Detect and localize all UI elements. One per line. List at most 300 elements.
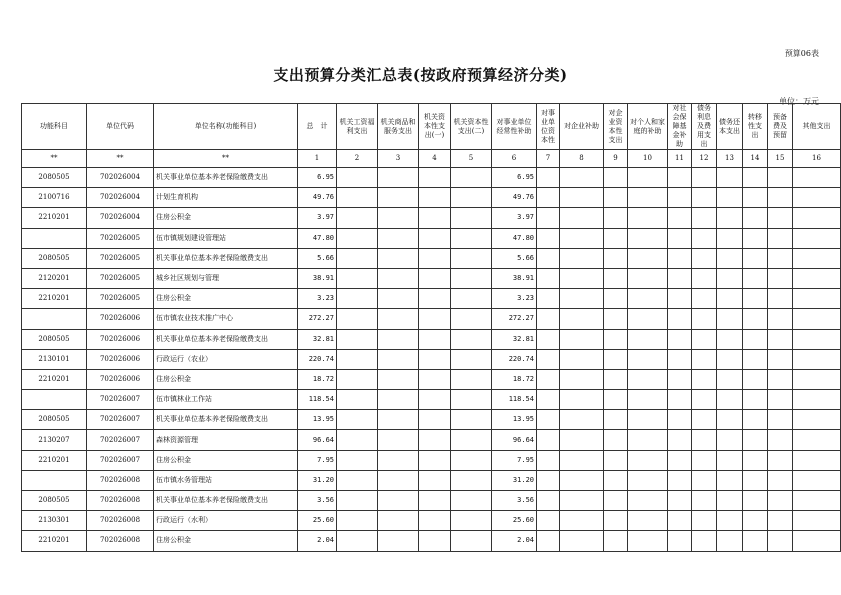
value-cell-12 — [692, 491, 717, 511]
column-header: 总 计 — [298, 104, 337, 150]
function-code-cell: 2210201 — [22, 289, 87, 309]
column-index: 6 — [492, 150, 537, 168]
value-cell-5 — [451, 450, 492, 470]
unit-name-cell: 机关事业单位基本养老保险缴费支出 — [154, 329, 298, 349]
value-cell-4 — [419, 268, 451, 288]
value-cell-13 — [717, 168, 743, 188]
value-cell-2 — [337, 410, 378, 430]
value-cell-5 — [451, 248, 492, 268]
value-cell-6: 272.27 — [492, 309, 537, 329]
value-cell-14 — [743, 491, 768, 511]
value-cell-2 — [337, 248, 378, 268]
total-cell: 96.64 — [298, 430, 337, 450]
value-cell-11 — [668, 369, 692, 389]
value-cell-5 — [451, 511, 492, 531]
value-cell-15 — [768, 491, 793, 511]
value-cell-14 — [743, 410, 768, 430]
value-cell-8 — [560, 349, 604, 369]
value-cell-9 — [604, 248, 628, 268]
value-cell-7 — [537, 369, 560, 389]
function-code-cell: 2130301 — [22, 511, 87, 531]
value-cell-6: 118.54 — [492, 390, 537, 410]
value-cell-13 — [717, 309, 743, 329]
value-cell-8 — [560, 228, 604, 248]
table-row — [22, 369, 841, 389]
unit-name-cell: 行政运行（农业） — [154, 349, 298, 369]
value-cell-10 — [628, 329, 668, 349]
value-cell-7 — [537, 410, 560, 430]
column-header: 转移性支出 — [743, 104, 768, 150]
unit-name-cell: 机关事业单位基本养老保险缴费支出 — [154, 168, 298, 188]
value-cell-16 — [793, 531, 841, 551]
value-cell-10 — [628, 208, 668, 228]
value-cell-2 — [337, 188, 378, 208]
value-cell-14 — [743, 228, 768, 248]
value-cell-13 — [717, 248, 743, 268]
unit-name-cell: 住房公积金 — [154, 531, 298, 551]
total-cell: 13.95 — [298, 410, 337, 430]
value-cell-15 — [768, 208, 793, 228]
function-code-cell: 2080505 — [22, 329, 87, 349]
value-cell-9 — [604, 268, 628, 288]
value-cell-6: 25.60 — [492, 511, 537, 531]
value-cell-15 — [768, 168, 793, 188]
value-cell-13 — [717, 188, 743, 208]
value-cell-14 — [743, 208, 768, 228]
value-cell-8 — [560, 450, 604, 470]
value-cell-7 — [537, 531, 560, 551]
value-cell-12 — [692, 390, 717, 410]
value-cell-14 — [743, 430, 768, 450]
value-cell-14 — [743, 289, 768, 309]
value-cell-15 — [768, 329, 793, 349]
value-cell-4 — [419, 309, 451, 329]
value-cell-6: 96.64 — [492, 430, 537, 450]
value-cell-9 — [604, 430, 628, 450]
value-cell-10 — [628, 450, 668, 470]
column-index: 14 — [743, 150, 768, 168]
value-cell-9 — [604, 309, 628, 329]
total-cell: 7.95 — [298, 450, 337, 470]
value-cell-12 — [692, 410, 717, 430]
value-cell-10 — [628, 188, 668, 208]
value-cell-11 — [668, 248, 692, 268]
value-cell-6: 13.95 — [492, 410, 537, 430]
value-cell-16 — [793, 289, 841, 309]
value-cell-6: 38.91 — [492, 268, 537, 288]
total-cell: 3.23 — [298, 289, 337, 309]
column-header: 对社会保障基金补助 — [668, 104, 692, 150]
unit-code-cell: 702026005 — [87, 248, 154, 268]
value-cell-12 — [692, 268, 717, 288]
column-index: 10 — [628, 150, 668, 168]
table-row — [22, 248, 841, 268]
value-cell-4 — [419, 410, 451, 430]
value-cell-9 — [604, 188, 628, 208]
value-cell-7 — [537, 228, 560, 248]
unit-name-cell: 伍市镇林业工作站 — [154, 390, 298, 410]
value-cell-9 — [604, 369, 628, 389]
value-cell-10 — [628, 531, 668, 551]
function-code-cell: 2210201 — [22, 531, 87, 551]
value-cell-7 — [537, 329, 560, 349]
value-cell-7 — [537, 450, 560, 470]
value-cell-13 — [717, 511, 743, 531]
value-cell-15 — [768, 390, 793, 410]
value-cell-15 — [768, 511, 793, 531]
value-cell-9 — [604, 349, 628, 369]
column-header: 机关商品和服务支出 — [378, 104, 419, 150]
column-index: 1 — [298, 150, 337, 168]
value-cell-7 — [537, 188, 560, 208]
value-cell-4 — [419, 208, 451, 228]
unit-code-cell: 702026007 — [87, 410, 154, 430]
value-cell-12 — [692, 369, 717, 389]
value-cell-15 — [768, 268, 793, 288]
value-cell-10 — [628, 369, 668, 389]
value-cell-16 — [793, 470, 841, 490]
value-cell-13 — [717, 470, 743, 490]
value-cell-16 — [793, 369, 841, 389]
value-cell-15 — [768, 188, 793, 208]
value-cell-3 — [378, 168, 419, 188]
value-cell-12 — [692, 309, 717, 329]
value-cell-9 — [604, 410, 628, 430]
unit-name-cell: 伍市镇规划建设管理站 — [154, 228, 298, 248]
unit-code-cell: 702026008 — [87, 470, 154, 490]
column-header: 预备费及预留 — [768, 104, 793, 150]
total-cell: 5.66 — [298, 248, 337, 268]
value-cell-11 — [668, 329, 692, 349]
value-cell-14 — [743, 369, 768, 389]
column-header: 单位代码 — [87, 104, 154, 150]
value-cell-13 — [717, 228, 743, 248]
column-index: 5 — [451, 150, 492, 168]
value-cell-4 — [419, 369, 451, 389]
value-cell-9 — [604, 329, 628, 349]
value-cell-16 — [793, 450, 841, 470]
table-row — [22, 168, 841, 188]
unit-code-cell: 702026008 — [87, 531, 154, 551]
value-cell-15 — [768, 248, 793, 268]
unit-name-cell: 住房公积金 — [154, 450, 298, 470]
value-cell-6: 3.56 — [492, 491, 537, 511]
column-index: 4 — [419, 150, 451, 168]
total-cell: 3.56 — [298, 491, 337, 511]
value-cell-12 — [692, 349, 717, 369]
value-cell-2 — [337, 531, 378, 551]
table-row — [22, 289, 841, 309]
summary-table — [21, 103, 841, 552]
value-cell-4 — [419, 491, 451, 511]
unit-code-cell: 702026006 — [87, 329, 154, 349]
unit-name-cell: 机关事业单位基本养老保险缴费支出 — [154, 410, 298, 430]
form-number: 预算06表 — [784, 49, 819, 58]
value-cell-14 — [743, 450, 768, 470]
column-header: 其他支出 — [793, 104, 841, 150]
unit-name-cell: 城乡社区规划与管理 — [154, 268, 298, 288]
value-cell-15 — [768, 470, 793, 490]
value-cell-10 — [628, 349, 668, 369]
value-cell-14 — [743, 168, 768, 188]
column-index: ** — [22, 150, 87, 168]
function-code-cell: 2210201 — [22, 208, 87, 228]
value-cell-2 — [337, 309, 378, 329]
unit-code-cell: 702026006 — [87, 309, 154, 329]
value-cell-16 — [793, 248, 841, 268]
value-cell-8 — [560, 248, 604, 268]
value-cell-10 — [628, 309, 668, 329]
column-header: 单位名称(功能科目) — [154, 104, 298, 150]
table-row — [22, 309, 841, 329]
value-cell-5 — [451, 390, 492, 410]
unit-code-cell: 702026004 — [87, 208, 154, 228]
value-cell-4 — [419, 430, 451, 450]
value-cell-2 — [337, 511, 378, 531]
value-cell-3 — [378, 511, 419, 531]
value-cell-7 — [537, 470, 560, 490]
value-cell-5 — [451, 349, 492, 369]
value-cell-14 — [743, 248, 768, 268]
unit-name-cell: 机关事业单位基本养老保险缴费支出 — [154, 491, 298, 511]
value-cell-12 — [692, 511, 717, 531]
table-row — [22, 531, 841, 551]
value-cell-3 — [378, 450, 419, 470]
value-cell-6: 2.04 — [492, 531, 537, 551]
table-row — [22, 410, 841, 430]
column-header: 机关资本性支出(一) — [419, 104, 451, 150]
value-cell-10 — [628, 289, 668, 309]
value-cell-3 — [378, 349, 419, 369]
function-code-cell — [22, 309, 87, 329]
column-index: 8 — [560, 150, 604, 168]
table-row — [22, 390, 841, 410]
value-cell-11 — [668, 289, 692, 309]
column-index: 15 — [768, 150, 793, 168]
value-cell-12 — [692, 450, 717, 470]
unit-code-cell: 702026004 — [87, 188, 154, 208]
table-row — [22, 188, 841, 208]
value-cell-10 — [628, 491, 668, 511]
unit-label: 单位：万元 — [779, 97, 819, 106]
column-index: ** — [87, 150, 154, 168]
value-cell-13 — [717, 531, 743, 551]
index-row — [22, 150, 841, 168]
value-cell-11 — [668, 450, 692, 470]
value-cell-15 — [768, 309, 793, 329]
unit-name-cell: 伍市镇水务管理站 — [154, 470, 298, 490]
value-cell-7 — [537, 248, 560, 268]
value-cell-9 — [604, 228, 628, 248]
value-cell-13 — [717, 410, 743, 430]
value-cell-7 — [537, 430, 560, 450]
value-cell-5 — [451, 268, 492, 288]
value-cell-10 — [628, 168, 668, 188]
table-row — [22, 268, 841, 288]
value-cell-5 — [451, 289, 492, 309]
column-index: 3 — [378, 150, 419, 168]
value-cell-8 — [560, 208, 604, 228]
unit-name-cell: 森林资源管理 — [154, 430, 298, 450]
value-cell-13 — [717, 208, 743, 228]
value-cell-7 — [537, 309, 560, 329]
value-cell-9 — [604, 208, 628, 228]
value-cell-4 — [419, 390, 451, 410]
function-code-cell — [22, 390, 87, 410]
function-code-cell: 2130101 — [22, 349, 87, 369]
value-cell-8 — [560, 430, 604, 450]
value-cell-4 — [419, 228, 451, 248]
value-cell-2 — [337, 228, 378, 248]
value-cell-8 — [560, 410, 604, 430]
value-cell-13 — [717, 430, 743, 450]
value-cell-11 — [668, 268, 692, 288]
value-cell-3 — [378, 268, 419, 288]
total-cell: 220.74 — [298, 349, 337, 369]
table-row — [22, 208, 841, 228]
function-code-cell — [22, 228, 87, 248]
value-cell-16 — [793, 168, 841, 188]
value-cell-12 — [692, 329, 717, 349]
value-cell-13 — [717, 349, 743, 369]
value-cell-16 — [793, 329, 841, 349]
unit-name-cell: 住房公积金 — [154, 289, 298, 309]
value-cell-7 — [537, 168, 560, 188]
column-header: 对事业单位资本性 — [537, 104, 560, 150]
unit-name-cell: 住房公积金 — [154, 208, 298, 228]
total-cell: 6.95 — [298, 168, 337, 188]
value-cell-3 — [378, 390, 419, 410]
column-header: 对个人和家庭的补助 — [628, 104, 668, 150]
value-cell-6: 7.95 — [492, 450, 537, 470]
value-cell-2 — [337, 268, 378, 288]
value-cell-16 — [793, 390, 841, 410]
value-cell-2 — [337, 470, 378, 490]
value-cell-11 — [668, 430, 692, 450]
value-cell-2 — [337, 491, 378, 511]
value-cell-3 — [378, 430, 419, 450]
value-cell-6: 220.74 — [492, 349, 537, 369]
value-cell-3 — [378, 188, 419, 208]
value-cell-3 — [378, 309, 419, 329]
value-cell-8 — [560, 390, 604, 410]
value-cell-7 — [537, 208, 560, 228]
value-cell-14 — [743, 329, 768, 349]
value-cell-16 — [793, 208, 841, 228]
total-cell: 38.91 — [298, 268, 337, 288]
value-cell-15 — [768, 531, 793, 551]
unit-code-cell: 702026007 — [87, 430, 154, 450]
value-cell-4 — [419, 470, 451, 490]
value-cell-5 — [451, 369, 492, 389]
value-cell-12 — [692, 289, 717, 309]
value-cell-2 — [337, 450, 378, 470]
value-cell-11 — [668, 511, 692, 531]
value-cell-3 — [378, 289, 419, 309]
value-cell-7 — [537, 511, 560, 531]
value-cell-3 — [378, 531, 419, 551]
value-cell-15 — [768, 430, 793, 450]
value-cell-7 — [537, 289, 560, 309]
column-header: 机关资本性支出(二) — [451, 104, 492, 150]
value-cell-10 — [628, 470, 668, 490]
function-code-cell: 2080505 — [22, 410, 87, 430]
unit-name-cell: 机关事业单位基本养老保险缴费支出 — [154, 248, 298, 268]
value-cell-6: 47.80 — [492, 228, 537, 248]
value-cell-12 — [692, 168, 717, 188]
value-cell-13 — [717, 390, 743, 410]
page-title: 支出预算分类汇总表(按政府预算经济分类) — [273, 66, 568, 84]
value-cell-5 — [451, 208, 492, 228]
unit-code-cell: 702026008 — [87, 491, 154, 511]
unit-code-cell: 702026008 — [87, 511, 154, 531]
function-code-cell: 2210201 — [22, 369, 87, 389]
value-cell-4 — [419, 289, 451, 309]
value-cell-5 — [451, 491, 492, 511]
value-cell-5 — [451, 430, 492, 450]
value-cell-3 — [378, 329, 419, 349]
column-header: 功能科目 — [22, 104, 87, 150]
column-index: 2 — [337, 150, 378, 168]
value-cell-13 — [717, 329, 743, 349]
value-cell-16 — [793, 491, 841, 511]
value-cell-11 — [668, 410, 692, 430]
table-row — [22, 511, 841, 531]
total-cell: 3.97 — [298, 208, 337, 228]
value-cell-5 — [451, 188, 492, 208]
value-cell-8 — [560, 268, 604, 288]
value-cell-8 — [560, 491, 604, 511]
value-cell-5 — [451, 168, 492, 188]
value-cell-3 — [378, 470, 419, 490]
function-code-cell: 2080505 — [22, 168, 87, 188]
value-cell-15 — [768, 410, 793, 430]
value-cell-8 — [560, 168, 604, 188]
total-cell: 49.76 — [298, 188, 337, 208]
value-cell-3 — [378, 248, 419, 268]
value-cell-11 — [668, 470, 692, 490]
value-cell-2 — [337, 369, 378, 389]
unit-code-cell: 702026004 — [87, 168, 154, 188]
function-code-cell: 2080505 — [22, 248, 87, 268]
table-row — [22, 430, 841, 450]
value-cell-15 — [768, 450, 793, 470]
total-cell: 18.72 — [298, 369, 337, 389]
value-cell-9 — [604, 289, 628, 309]
value-cell-4 — [419, 168, 451, 188]
value-cell-12 — [692, 248, 717, 268]
value-cell-6: 6.95 — [492, 168, 537, 188]
table-row — [22, 349, 841, 369]
value-cell-16 — [793, 188, 841, 208]
value-cell-16 — [793, 511, 841, 531]
value-cell-9 — [604, 491, 628, 511]
column-index: 7 — [537, 150, 560, 168]
value-cell-14 — [743, 309, 768, 329]
value-cell-13 — [717, 450, 743, 470]
value-cell-3 — [378, 410, 419, 430]
function-code-cell: 2210201 — [22, 450, 87, 470]
value-cell-5 — [451, 329, 492, 349]
value-cell-10 — [628, 248, 668, 268]
value-cell-5 — [451, 410, 492, 430]
total-cell: 25.60 — [298, 511, 337, 531]
column-index: 9 — [604, 150, 628, 168]
column-index: 11 — [668, 150, 692, 168]
value-cell-16 — [793, 430, 841, 450]
value-cell-8 — [560, 309, 604, 329]
value-cell-2 — [337, 390, 378, 410]
